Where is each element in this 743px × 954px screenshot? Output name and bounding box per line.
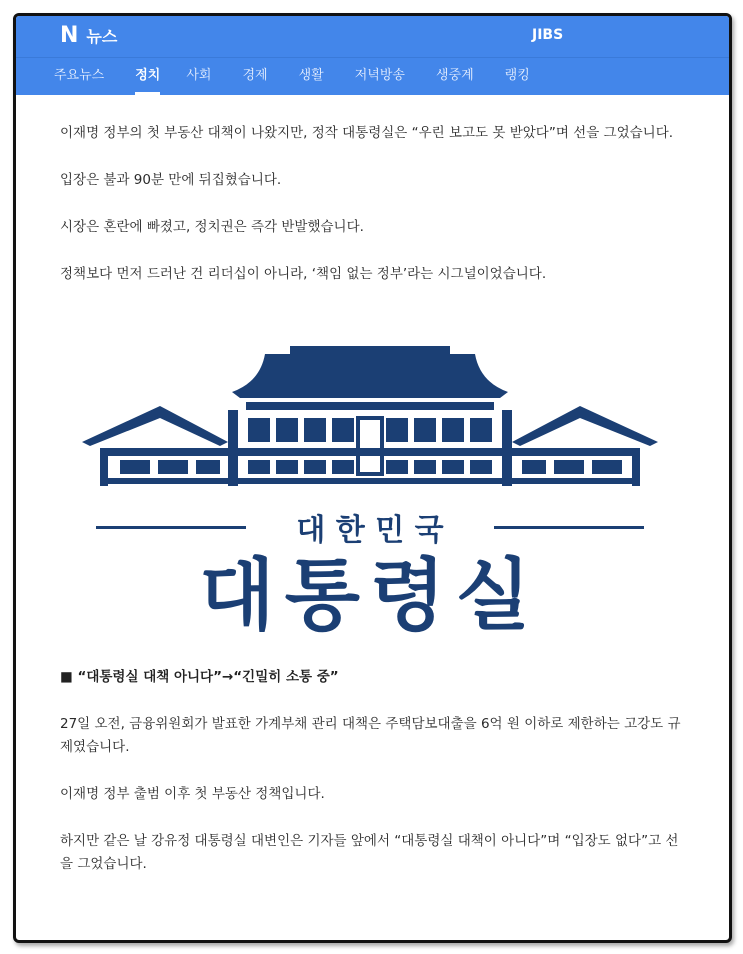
main-roof — [232, 354, 508, 398]
publisher-name[interactable]: JIBS — [532, 27, 564, 43]
paragraph: 이재명 정부 출범 이후 첫 부동산 정책입니다. — [60, 786, 325, 802]
pillar — [502, 410, 512, 486]
article-body — [16, 95, 729, 876]
nav-tab-live[interactable]: 생중계 — [435, 68, 474, 83]
right-rule — [494, 526, 644, 529]
header-bar — [16, 16, 729, 57]
nav-tab-evening-broadcast[interactable]: 저녁방송 — [354, 68, 405, 83]
browser-frame — [13, 13, 732, 943]
nav-tab-main[interactable]: 주요뉴스 — [54, 68, 105, 83]
upper-band — [100, 448, 640, 456]
nav-tab-economy[interactable]: 경제 — [242, 68, 268, 83]
pillar — [632, 448, 640, 486]
emblem-subtitle: 대 한 민 국 — [296, 513, 444, 548]
right-roof — [512, 406, 658, 446]
section-title: ■ “대통령실 대책 아니다”→“긴밀히 소통 중” — [60, 669, 339, 685]
left-rule — [96, 526, 246, 529]
paragraph: 정책보다 먼저 드러난 건 리더십이 아니라, ‘책임 없는 정부’라는 시그널이었습니다. — [60, 266, 547, 282]
paragraph: 이재명 정부의 첫 부동산 대책이 나왔지만, 정작 대통령실은 “우린 보고도 못 받았다”며 선을 그었습니다. — [60, 125, 674, 141]
paragraph: 27일 오전, 금융위원회가 발표한 가계부채 관리 대책은 주택담보대출을 6억 원 이하로 제한하는 고강도 규제였습니다. — [60, 716, 681, 755]
pillar — [228, 410, 238, 486]
nav-tab-ranking[interactable]: 랭킹 — [504, 68, 530, 83]
main-beam — [246, 402, 494, 410]
nav-tab-society[interactable]: 사회 — [186, 68, 212, 83]
nav-tab-life[interactable]: 생활 — [298, 68, 324, 83]
category-nav — [16, 57, 729, 95]
paragraph: 입장은 불과 90분 만에 뒤집혔습니다. — [60, 172, 282, 188]
center-door — [358, 418, 382, 474]
emblem-title: 대통령실 — [199, 551, 541, 641]
naver-logo: N — [60, 22, 78, 48]
paragraph: 시장은 혼란에 빠졌고, 정치권은 즉각 반발했습니다. — [60, 219, 364, 235]
paragraph: 하지만 같은 날 강유정 대통령실 대변인은 기자들 앞에서 “대통령실 대책이 아니다”며 “입장도 없다”고 선을 그었습니다. — [60, 833, 679, 872]
left-roof — [82, 406, 228, 446]
roof-ridge — [290, 346, 450, 356]
news-brand[interactable] — [60, 24, 117, 47]
presidential-office-emblem — [60, 326, 680, 642]
nav-tab-politics[interactable]: 정치 — [135, 58, 160, 95]
brand-label: 뉴스 — [86, 27, 118, 46]
lower-band — [100, 478, 640, 484]
emblem-svg — [60, 326, 680, 642]
pillar — [100, 448, 108, 486]
